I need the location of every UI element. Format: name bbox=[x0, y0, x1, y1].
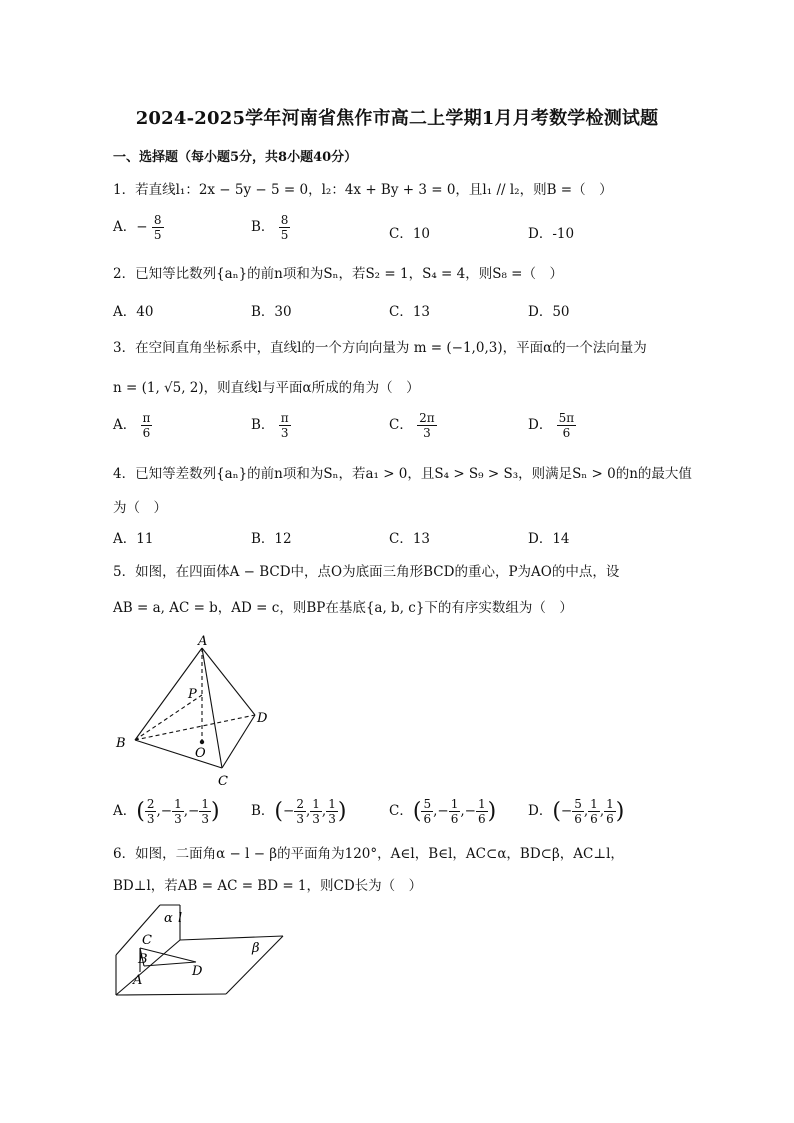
label-alpha: α bbox=[164, 911, 173, 926]
q5-option-a[interactable] bbox=[113, 797, 220, 826]
q1-option-b[interactable]: B． $\frac{8}{5}$ bbox=[251, 213, 289, 242]
minus-sign: − bbox=[188, 803, 200, 819]
vector-component: $\frac{2}{3}$ bbox=[296, 797, 304, 826]
q3-option-a[interactable]: A． $\frac{\pi}{6}$ bbox=[113, 411, 151, 440]
q2-stem: 2．已知等比数列{aₙ}的前n项和为Sₙ，若S₂ = 1，S₄ = 4，则S₈ =（ ） bbox=[113, 266, 563, 282]
edge-bc bbox=[135, 740, 222, 768]
minus-sign: − bbox=[160, 803, 173, 819]
vector-component: $\frac{1}{3}$ bbox=[328, 797, 336, 826]
q3-d-fraction: $\frac{5\pi}{6}$ bbox=[558, 411, 575, 440]
vector-component: $\frac{1}{6}$ bbox=[450, 797, 459, 826]
paren-close: ) bbox=[337, 799, 347, 824]
minus-sign: − bbox=[560, 803, 573, 819]
q1-stem: 1．若直线l₁：2x − 5y − 5 = 0，l₂：4x + By + 3 = 0，且l₁ // l₂，则B =（ ） bbox=[113, 182, 613, 198]
tetrahedron-figure bbox=[110, 630, 280, 790]
q5-option-c[interactable] bbox=[389, 797, 496, 826]
comma: , bbox=[321, 803, 327, 819]
minus-sign: − bbox=[283, 803, 295, 819]
option-letter: C． bbox=[389, 803, 413, 819]
q1-a-fraction: $\frac{8}{5}$ bbox=[153, 213, 162, 242]
label-b: B bbox=[116, 736, 126, 751]
section-heading: 一、选择题（每小题5分，共8小题40分） bbox=[113, 150, 358, 165]
dihedral-angle-figure bbox=[108, 900, 288, 1000]
vector-component: $\frac{2}{3}$ bbox=[146, 797, 155, 826]
option-letter: D． bbox=[528, 803, 553, 819]
q1-option-d[interactable]: D．-10 bbox=[528, 226, 575, 242]
label-b: B bbox=[138, 952, 148, 967]
label-beta: β bbox=[252, 941, 260, 956]
exam-title: 2024-2025学年河南省焦作市高二上学期1月月考数学检测试题 bbox=[135, 108, 659, 129]
minus-sign: − bbox=[437, 803, 449, 819]
q3-b-fraction: $\frac{\pi}{3}$ bbox=[280, 411, 289, 440]
q2-option-c[interactable]: C．13 bbox=[389, 304, 431, 320]
comma: , bbox=[433, 803, 438, 819]
q1-option-a[interactable]: A．− $\frac{8}{5}$ bbox=[113, 213, 162, 242]
q3-option-c[interactable]: C． $\frac{2\pi}{3}$ bbox=[389, 411, 435, 440]
q4-option-d[interactable]: D．14 bbox=[528, 531, 570, 547]
vector-component: $\frac{1}{3}$ bbox=[312, 797, 320, 826]
q3-a-fraction: $\frac{\pi}{6}$ bbox=[142, 411, 151, 440]
q5-option-d[interactable] bbox=[528, 797, 624, 826]
vector-component: $\frac{1}{6}$ bbox=[606, 797, 614, 826]
label-a: A bbox=[133, 973, 143, 988]
q3-c-fraction: $\frac{2\pi}{3}$ bbox=[419, 411, 435, 440]
q3-option-d[interactable]: D． $\frac{5\pi}{6}$ bbox=[528, 411, 575, 440]
minus-sign: − bbox=[464, 803, 476, 819]
label-c: C bbox=[218, 774, 228, 789]
comma: , bbox=[183, 803, 189, 819]
comma: , bbox=[583, 803, 589, 819]
q3-option-b[interactable]: B． $\frac{\pi}{3}$ bbox=[251, 411, 289, 440]
q3-stem-line1: 3．在空间直角坐标系中，直线l的一个方向向量为 m = (−1,0,3)，平面α的一个法向量为 bbox=[113, 340, 647, 356]
q5-stem-line2: AB = a, AC = b，AD = c，则BP在基底{a, b, c}下的有序实数组为（ ） bbox=[113, 600, 573, 616]
vector-component: $\frac{1}{3}$ bbox=[201, 797, 209, 826]
paren-open: ( bbox=[412, 799, 422, 824]
comma: , bbox=[460, 803, 465, 819]
comma: , bbox=[599, 803, 605, 819]
q3-stem-line2: n = (1, √5, 2)，则直线l与平面α所成的角为（ ） bbox=[113, 380, 420, 396]
option-letter: B． bbox=[251, 803, 275, 819]
vector-component: $\frac{5}{6}$ bbox=[423, 797, 432, 826]
label-l: l bbox=[178, 911, 183, 926]
paren-close: ) bbox=[210, 799, 220, 824]
q4-stem-line2: 为（ ） bbox=[113, 500, 167, 516]
comma: , bbox=[305, 803, 311, 819]
edge-ad bbox=[202, 648, 255, 715]
q5-option-b[interactable] bbox=[251, 797, 346, 826]
q2-option-d[interactable]: D．50 bbox=[528, 304, 570, 320]
q1-option-c[interactable]: C．10 bbox=[389, 226, 431, 242]
paren-open: ( bbox=[136, 799, 145, 824]
q6-stem-line2: BD⊥l，若AB = AC = BD = 1，则CD长为（ ） bbox=[113, 878, 423, 894]
q2-option-b[interactable]: B．30 bbox=[251, 304, 292, 320]
label-c: C bbox=[142, 933, 152, 948]
q1-b-fraction: $\frac{8}{5}$ bbox=[280, 213, 289, 242]
option-letter: A． bbox=[113, 803, 137, 819]
q2-option-a[interactable]: A．40 bbox=[113, 304, 154, 320]
label-d: D bbox=[257, 711, 268, 726]
q4-stem-line1: 4．已知等差数列{aₙ}的前n项和为Sₙ，若a₁ > 0，且S₄ > S₉ > S₃，则满足Sₙ > 0的n的最大值 bbox=[113, 466, 692, 482]
q4-option-b[interactable]: B．12 bbox=[251, 531, 292, 547]
vector-component: $\frac{1}{3}$ bbox=[174, 797, 182, 826]
vector-component: $\frac{1}{6}$ bbox=[477, 797, 486, 826]
label-o: O bbox=[195, 746, 206, 761]
paren-close: ) bbox=[615, 799, 625, 824]
label-d: D bbox=[192, 964, 203, 979]
vector-component: $\frac{5}{6}$ bbox=[574, 797, 582, 826]
paren-open: ( bbox=[552, 799, 561, 824]
vector-component: $\frac{1}{6}$ bbox=[590, 797, 598, 826]
q4-option-a[interactable]: A．11 bbox=[113, 531, 154, 547]
point-o bbox=[200, 740, 204, 744]
paren-close: ) bbox=[487, 799, 497, 824]
q5-stem-line1: 5．如图，在四面体A − BCD中，点O为底面三角形BCD的重心，P为AO的中点，设 bbox=[113, 564, 620, 580]
comma: , bbox=[156, 803, 161, 819]
q4-option-c[interactable]: C．13 bbox=[389, 531, 431, 547]
label-p: P bbox=[188, 687, 197, 702]
paren-open: ( bbox=[274, 799, 284, 824]
edge-l bbox=[116, 940, 180, 995]
label-a: A bbox=[198, 634, 208, 649]
edge-cd bbox=[222, 715, 255, 768]
q6-stem-line1: 6．如图，二面角α − l − β的平面角为120°，A∈l，B∈l，AC⊂α，BD⊂β，AC⊥l， bbox=[113, 846, 624, 862]
